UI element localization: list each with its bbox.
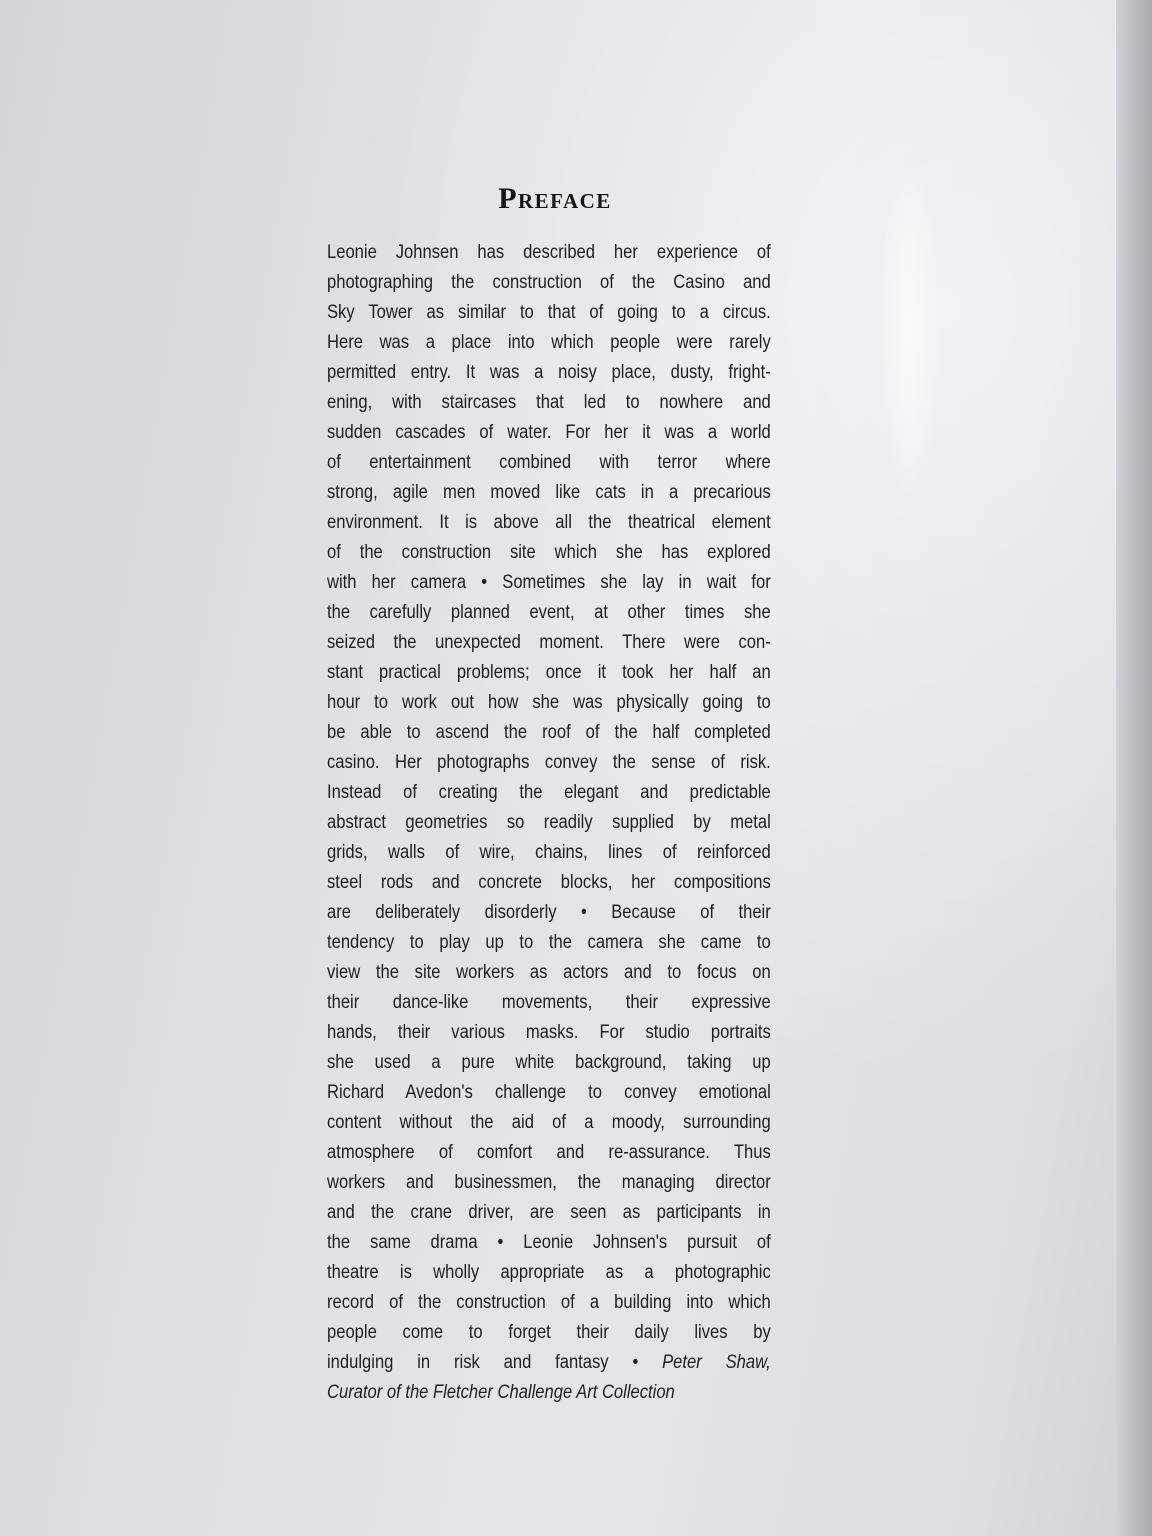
text-line: sudden cascades of water. For her it was a world [327, 422, 771, 443]
preface-body [327, 238, 771, 1408]
text-line: their dance-like movements, their expressive [327, 992, 771, 1013]
text-line: permitted entry. It was a noisy place, dusty, fright- [327, 362, 771, 383]
text-line: Richard Avedon's challenge to convey emotional [327, 1082, 771, 1103]
text-line: view the site workers as actors and to focus on [327, 962, 771, 983]
light-glare [880, 150, 940, 510]
text-line: grids, walls of wire, chains, lines of reinforced [327, 842, 771, 863]
text-line: are deliberately disorderly • Because of their [327, 902, 771, 923]
text-line: ening, with staircases that led to nowhere and [327, 392, 771, 413]
text-line: of entertainment combined with terror where [327, 452, 771, 473]
text-line: people come to forget their daily lives by [327, 1322, 771, 1343]
text-line: Here was a place into which people were rarely [327, 332, 771, 353]
text-line: Sky Tower as similar to that of going to a circus. [327, 302, 771, 323]
text-line: Leonie Johnsen has described her experience of [327, 242, 771, 263]
text-line: content without the aid of a moody, surrounding [327, 1112, 771, 1133]
preface-heading: Preface [498, 182, 612, 215]
text-line: she used a pure white background, taking up [327, 1052, 771, 1073]
text-line: environment. It is above all the theatrical element [327, 512, 771, 533]
text-line: and the crane driver, are seen as participants in [327, 1202, 771, 1223]
text-line: tendency to play up to the camera she came to [327, 932, 771, 953]
text-line: abstract geometries so readily supplied by metal [327, 812, 771, 833]
text-line: Instead of creating the elegant and predictable [327, 782, 771, 803]
text-line: casino. Her photographs convey the sense of risk. [327, 752, 771, 773]
text-line: seized the unexpected moment. There were con- [327, 632, 771, 653]
text-line: photographing the construction of the Casino and [327, 272, 771, 293]
attribution-name: Peter Shaw, [662, 1352, 771, 1373]
text-line: stant practical problems; once it took her half an [327, 662, 771, 683]
preface-column [327, 182, 771, 1408]
text-line: the same drama • Leonie Johnsen's pursuit of [327, 1232, 771, 1253]
text-line: theatre is wholly appropriate as a photographic [327, 1262, 771, 1283]
closing-line [327, 1348, 771, 1378]
attribution-title: Curator of the Fletcher Challenge Art Collection [327, 1382, 675, 1403]
text-line: with her camera • Sometimes she lay in wait for [327, 572, 771, 593]
text-line: the carefully planned event, at other times she [327, 602, 771, 623]
text-line: atmosphere of comfort and re-assurance. Thus [327, 1142, 771, 1163]
text-line: of the construction site which she has explored [327, 542, 771, 563]
text-line: be able to ascend the roof of the half completed [327, 722, 771, 743]
text-line: hands, their various masks. For studio portraits [327, 1022, 771, 1043]
closing-text: indulging in risk and fantasy • [327, 1352, 639, 1373]
text-line: steel rods and concrete blocks, her compositions [327, 872, 771, 893]
book-spine [1116, 0, 1152, 1536]
text-line: strong, agile men moved like cats in a precarious [327, 482, 771, 503]
text-line: hour to work out how she was physically going to [327, 692, 771, 713]
text-line: record of the construction of a building into which [327, 1292, 771, 1313]
text-line: workers and businessmen, the managing director [327, 1172, 771, 1193]
